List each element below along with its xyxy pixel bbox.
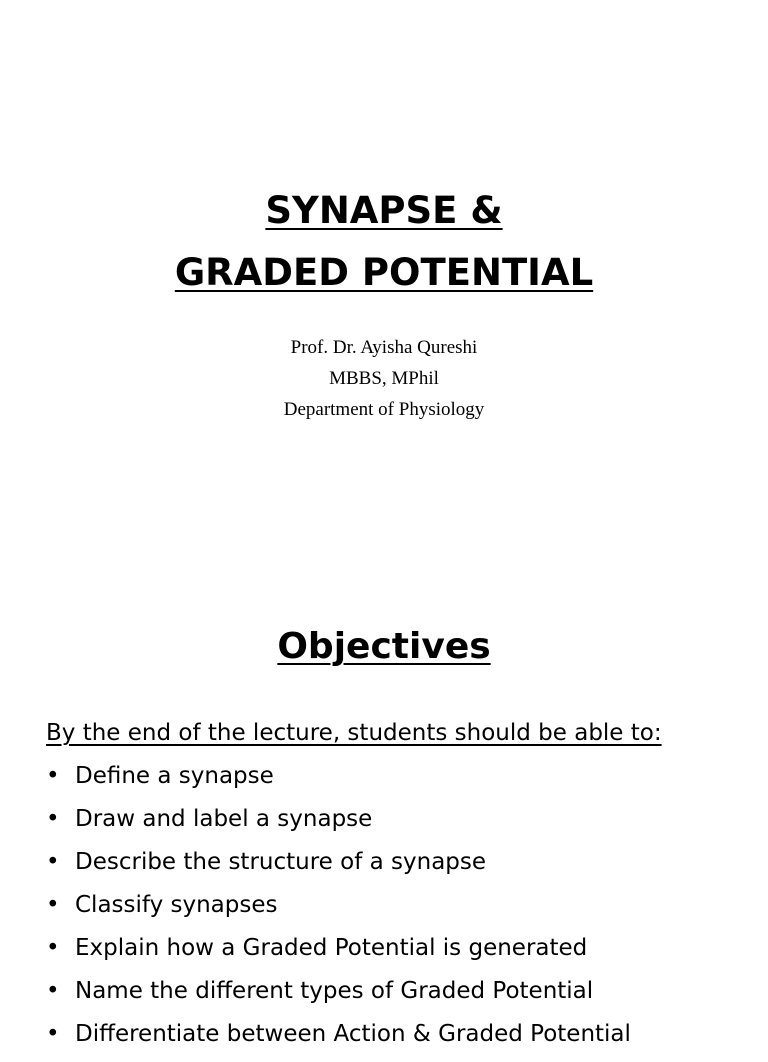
author-department: Department of Physiology bbox=[283, 399, 485, 420]
author-name: Prof. Dr. Ayisha Qureshi bbox=[290, 337, 478, 358]
title-line-2: GRADED POTENTIAL bbox=[174, 251, 594, 294]
list-item bbox=[46, 804, 631, 847]
author-block bbox=[0, 332, 768, 425]
bullet-icon: • bbox=[46, 935, 60, 961]
objectives-intro: By the end of the lecture, students should be able to: bbox=[46, 720, 662, 746]
list-item-text: Classify synapses bbox=[75, 892, 278, 918]
bullet-icon: • bbox=[46, 806, 60, 832]
list-item bbox=[46, 847, 631, 890]
list-item bbox=[46, 933, 631, 976]
list-item-text: Describe the structure of a synapse bbox=[75, 849, 487, 875]
list-item bbox=[46, 1019, 631, 1062]
bullet-icon: • bbox=[46, 849, 60, 875]
author-qualifications: MBBS, MPhil bbox=[329, 368, 439, 389]
objectives-slide bbox=[0, 576, 768, 1047]
bullet-icon: • bbox=[46, 1021, 60, 1047]
list-item-text: Draw and label a synapse bbox=[75, 806, 373, 832]
list-item bbox=[46, 761, 631, 804]
list-item-text: Name the different types of Graded Potential bbox=[75, 978, 594, 1004]
list-item-text: Explain how a Graded Potential is generated bbox=[75, 935, 588, 961]
list-item-text: Define a synapse bbox=[75, 763, 274, 789]
list-item bbox=[46, 976, 631, 1019]
bullet-icon: • bbox=[46, 978, 60, 1004]
objectives-heading: Objectives bbox=[277, 626, 491, 667]
list-item-text: Differentiate between Action & Graded Potential bbox=[75, 1021, 631, 1047]
list-item bbox=[46, 890, 631, 933]
objectives-list bbox=[46, 761, 631, 1062]
bullet-icon: • bbox=[46, 763, 60, 789]
title-line-1: SYNAPSE & bbox=[265, 189, 503, 232]
bullet-icon: • bbox=[46, 892, 60, 918]
